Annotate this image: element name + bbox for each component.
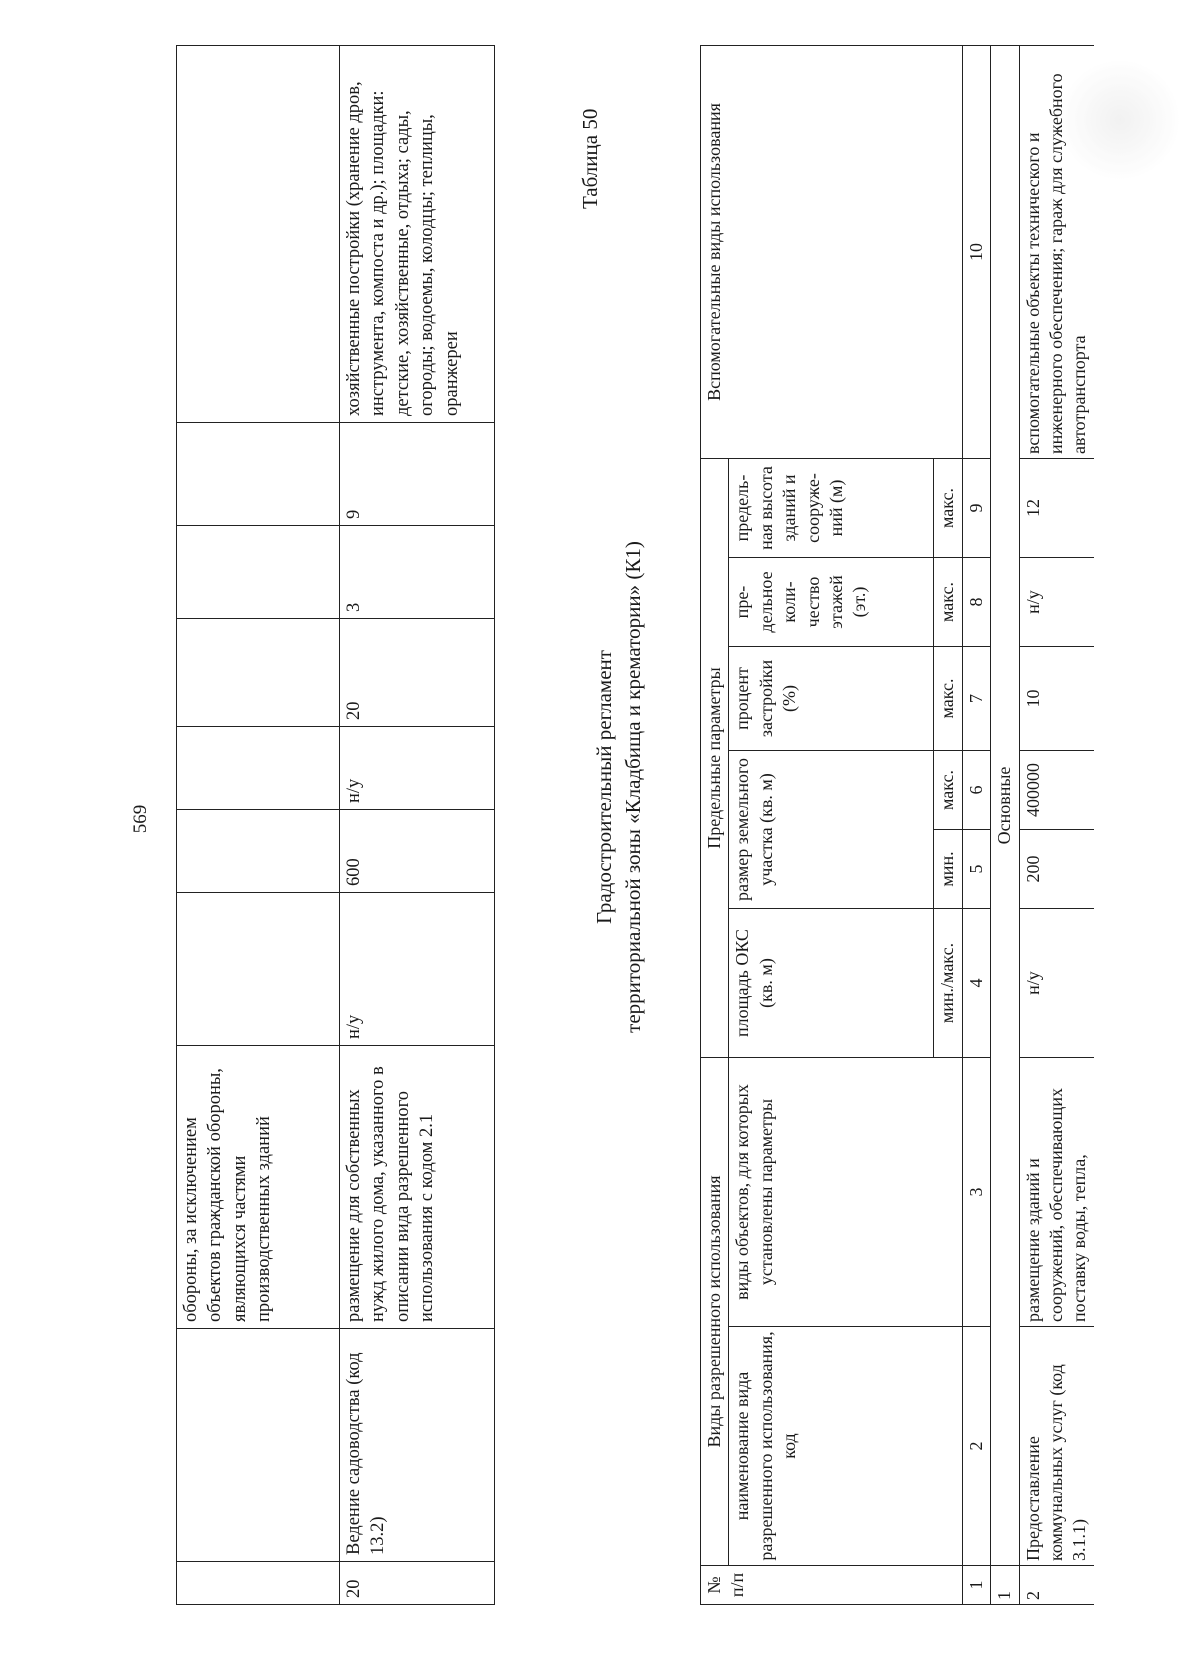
- caption-line-1: Градостроительный регламент: [592, 650, 616, 924]
- oks-area: н/у: [340, 893, 495, 1046]
- header-group-vri: Виды разрешенного использования: [701, 1058, 729, 1566]
- col-number: 10: [962, 46, 990, 459]
- row-number: [177, 1562, 340, 1605]
- page-number: 569: [130, 804, 151, 834]
- plot-max: н/у: [340, 727, 495, 810]
- col-number: 1: [962, 1566, 990, 1605]
- height-max: 12: [1019, 459, 1094, 558]
- floors-max: н/у: [1019, 558, 1094, 647]
- sub-oks: мин./макс.: [934, 909, 962, 1058]
- header-oks: площадь ОКС (кв. м): [729, 909, 934, 1058]
- height-max: 9: [340, 423, 495, 526]
- plot-min: [177, 810, 340, 893]
- caption-line-2: территориальной зоны «Кладбища и крематории» (К1): [620, 541, 645, 1033]
- object-types: размещение для собственных нужд жилого дома, указанного в описании вида разрешенного использования с кодом 2.1: [340, 1046, 495, 1329]
- aux-uses: [177, 46, 340, 423]
- table-50: [700, 45, 1094, 1605]
- table-row: [1019, 46, 1094, 1605]
- table-label: Таблица 50: [578, 108, 602, 209]
- col-number: 5: [962, 830, 990, 909]
- build-percent: 20: [340, 619, 495, 727]
- section-number: 1: [991, 1566, 1019, 1605]
- header-pct: процент застройки (%): [729, 647, 934, 751]
- header-height: предель-ная высота зданий и сооруже-ний (м): [729, 459, 934, 558]
- floors-max: [177, 526, 340, 619]
- build-percent: [177, 619, 340, 727]
- floors-max: 3: [340, 526, 495, 619]
- plot-max: 400000: [1019, 751, 1094, 830]
- vri-name: [177, 1329, 340, 1562]
- col-number: 9: [962, 459, 990, 558]
- oks-area: [177, 893, 340, 1046]
- col-number: 4: [962, 909, 990, 1058]
- header-num: № п/п: [701, 1566, 963, 1605]
- row-number: 20: [340, 1562, 495, 1605]
- vri-name: Предоставление коммунальных услуг (код 3.1.1): [1019, 1327, 1094, 1566]
- build-percent: 10: [1019, 647, 1094, 751]
- vri-name: Ведение садоводства (код 13.2): [340, 1329, 495, 1562]
- header-name: наименование вида разрешенного использования, код: [729, 1327, 962, 1566]
- plot-min: 600: [340, 810, 495, 893]
- continued-table: [176, 45, 495, 1605]
- header-row-1: [701, 46, 729, 1605]
- col-number: 2: [962, 1327, 990, 1566]
- header-floors: пре-дельное коли-чество этажей (эт.): [729, 558, 934, 647]
- oks-area: н/у: [1019, 909, 1094, 1058]
- aux-uses: вспомогательные объекты технического и инженерного обеспечения; гараж для служебного автотранспорта: [1019, 46, 1094, 459]
- plot-max: [177, 727, 340, 810]
- col-number: 6: [962, 751, 990, 830]
- height-max: [177, 423, 340, 526]
- table-caption: [590, 477, 648, 1097]
- plot-min: 200: [1019, 830, 1094, 909]
- header-group-params: Предельные параметры: [701, 459, 729, 1058]
- header-plot: размер земельного участка (кв. м): [729, 751, 934, 909]
- header-aux: Вспомогательные виды использования: [701, 46, 963, 459]
- object-types: обороны, за исключением объектов гражданской обороны, являющихся частями производственных зданий: [177, 1046, 340, 1329]
- column-numbers-row: [962, 46, 990, 1605]
- col-number: 8: [962, 558, 990, 647]
- sub-height: макс.: [934, 459, 962, 558]
- sub-min: мин.: [934, 830, 962, 909]
- sub-pct: макс.: [934, 647, 962, 751]
- col-number: 3: [962, 1058, 990, 1327]
- table-row: [177, 46, 340, 1605]
- table-row: [340, 46, 495, 1605]
- header-objects: виды объектов, для которых установлены параметры: [729, 1058, 962, 1327]
- row-number: 2: [1019, 1566, 1094, 1605]
- section-title: Основные: [991, 46, 1019, 1566]
- col-number: 7: [962, 647, 990, 751]
- sub-floors: макс.: [934, 558, 962, 647]
- aux-uses: хозяйственные постройки (хранение дров, инструмента, компоста и др.); площадки: детские, хозяйственные, отдыха; сады, огороды; водоемы, колодцы; теплицы, оранжереи: [340, 46, 495, 423]
- section-row: [991, 46, 1019, 1605]
- sub-max: макс.: [934, 751, 962, 830]
- object-types: размещение зданий и сооружений, обеспечивающих поставку воды, тепла,: [1019, 1058, 1094, 1327]
